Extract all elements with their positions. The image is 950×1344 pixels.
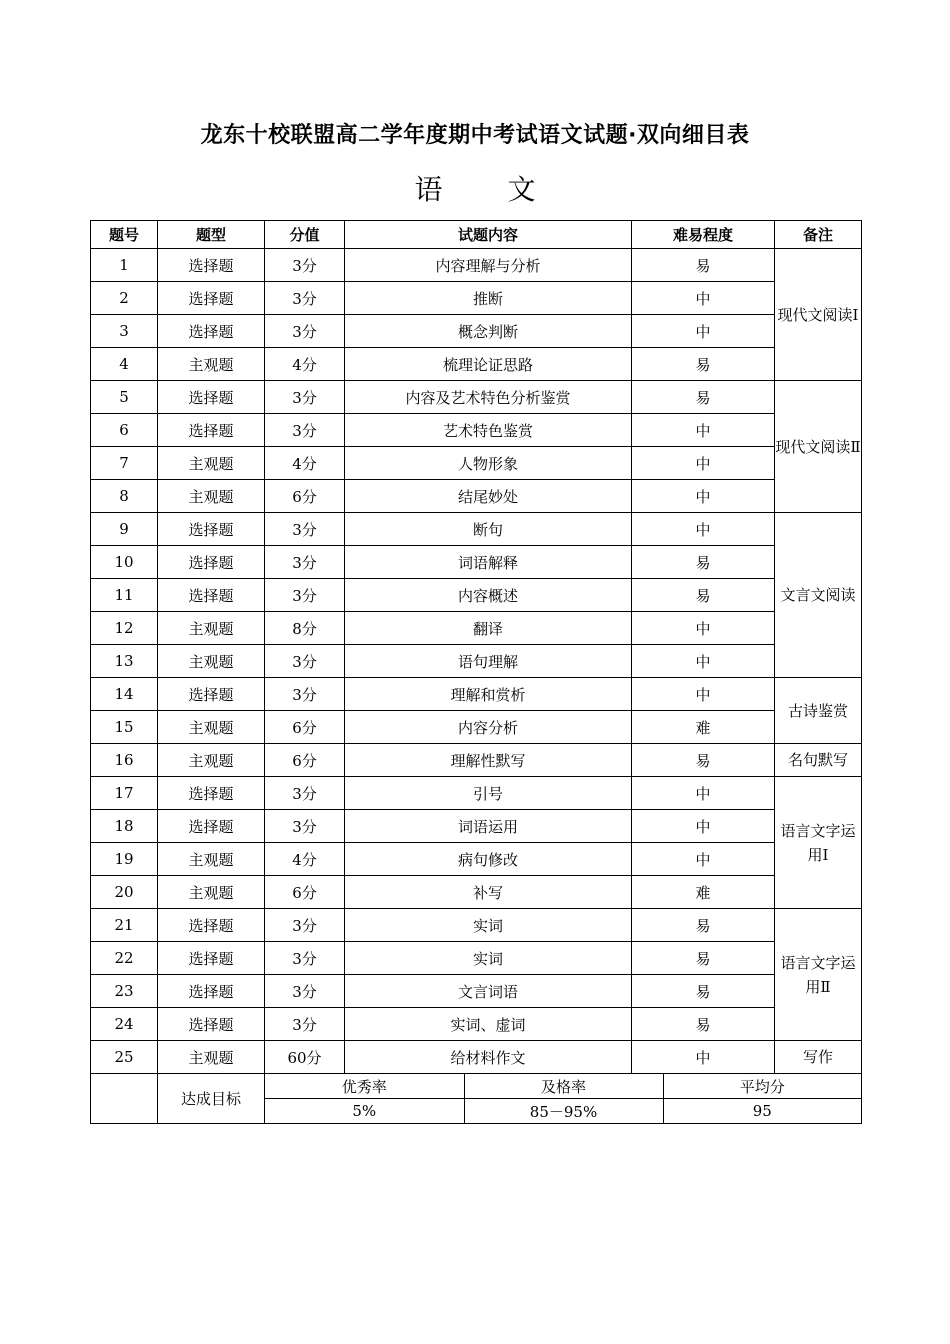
question-type: 选择题 <box>158 513 265 546</box>
question-score: 3分 <box>265 546 345 579</box>
question-score: 3分 <box>265 282 345 315</box>
question-content: 实词 <box>345 909 632 942</box>
section-note: 文言文阅读 <box>775 513 862 678</box>
table-row <box>91 1041 862 1074</box>
section-note: 语言文字运用Ⅱ <box>775 909 862 1041</box>
target-metrics <box>265 1074 862 1124</box>
question-number: 13 <box>91 645 158 678</box>
question-type: 选择题 <box>158 414 265 447</box>
target-label: 达成目标 <box>158 1074 265 1124</box>
question-content: 概念判断 <box>345 315 632 348</box>
target-metric-header: 及格率 <box>464 1074 663 1099</box>
question-difficulty: 中 <box>632 447 775 480</box>
question-number: 6 <box>91 414 158 447</box>
question-score: 3分 <box>265 513 345 546</box>
question-type: 主观题 <box>158 612 265 645</box>
column-header: 备注 <box>775 221 862 249</box>
table-row <box>91 414 862 447</box>
question-type: 主观题 <box>158 843 265 876</box>
question-difficulty: 易 <box>632 381 775 414</box>
question-difficulty: 易 <box>632 909 775 942</box>
question-difficulty: 难 <box>632 876 775 909</box>
question-number: 21 <box>91 909 158 942</box>
question-score: 6分 <box>265 711 345 744</box>
question-score: 3分 <box>265 1008 345 1041</box>
document-title: 龙东十校联盟高二学年度期中考试语文试题·双向细目表 <box>200 123 750 148</box>
question-score: 3分 <box>265 315 345 348</box>
question-type: 主观题 <box>158 645 265 678</box>
question-type: 选择题 <box>158 546 265 579</box>
subject-heading: 语 文 <box>414 173 564 206</box>
question-type: 主观题 <box>158 447 265 480</box>
question-content: 理解性默写 <box>345 744 632 777</box>
question-type: 选择题 <box>158 381 265 414</box>
question-content: 推断 <box>345 282 632 315</box>
question-score: 6分 <box>265 480 345 513</box>
question-number: 14 <box>91 678 158 711</box>
question-number: 17 <box>91 777 158 810</box>
table-row <box>91 249 862 282</box>
target-empty-cell <box>91 1074 158 1124</box>
question-difficulty: 易 <box>632 744 775 777</box>
question-score: 3分 <box>265 942 345 975</box>
target-metric-header: 平均分 <box>663 1074 861 1099</box>
question-number: 4 <box>91 348 158 381</box>
target-row <box>91 1074 862 1124</box>
question-type: 选择题 <box>158 249 265 282</box>
question-content: 病句修改 <box>345 843 632 876</box>
question-number: 20 <box>91 876 158 909</box>
question-difficulty: 易 <box>632 249 775 282</box>
question-content: 词语解释 <box>345 546 632 579</box>
column-header: 难易程度 <box>632 221 775 249</box>
question-score: 6分 <box>265 744 345 777</box>
question-difficulty: 易 <box>632 975 775 1008</box>
question-number: 18 <box>91 810 158 843</box>
table-row <box>91 381 862 414</box>
table-row <box>91 777 862 810</box>
question-difficulty: 难 <box>632 711 775 744</box>
section-note: 语言文字运用Ⅰ <box>775 777 862 909</box>
question-difficulty: 易 <box>632 942 775 975</box>
column-header: 试题内容 <box>345 221 632 249</box>
question-number: 8 <box>91 480 158 513</box>
target-metric-value: 95 <box>752 1102 772 1120</box>
question-score: 3分 <box>265 381 345 414</box>
question-difficulty: 中 <box>632 414 775 447</box>
table-row <box>91 612 862 645</box>
question-content: 内容理解与分析 <box>345 249 632 282</box>
question-content: 理解和赏析 <box>345 678 632 711</box>
question-score: 3分 <box>265 777 345 810</box>
question-score: 3分 <box>265 975 345 1008</box>
question-difficulty: 中 <box>632 645 775 678</box>
question-type: 选择题 <box>158 579 265 612</box>
question-number: 7 <box>91 447 158 480</box>
question-score: 3分 <box>265 414 345 447</box>
question-content: 实词、虚词 <box>345 1008 632 1041</box>
question-difficulty: 中 <box>632 612 775 645</box>
question-type: 主观题 <box>158 480 265 513</box>
table-row <box>91 909 862 942</box>
table-row <box>91 513 862 546</box>
table-row <box>91 843 862 876</box>
question-number: 19 <box>91 843 158 876</box>
section-note: 现代文阅读Ⅱ <box>775 381 862 513</box>
question-content: 人物形象 <box>345 447 632 480</box>
target-metrics-table <box>265 1074 861 1123</box>
question-score: 3分 <box>265 810 345 843</box>
question-type: 主观题 <box>158 348 265 381</box>
question-number: 3 <box>91 315 158 348</box>
table-row <box>91 1008 862 1041</box>
table-row <box>91 711 862 744</box>
question-number: 24 <box>91 1008 158 1041</box>
question-type: 选择题 <box>158 315 265 348</box>
question-score: 3分 <box>265 645 345 678</box>
question-score: 60分 <box>265 1041 345 1074</box>
question-type: 主观题 <box>158 744 265 777</box>
question-type: 选择题 <box>158 777 265 810</box>
target-metric-value: 85－95% <box>464 1099 663 1124</box>
question-number: 2 <box>91 282 158 315</box>
question-score: 3分 <box>265 249 345 282</box>
question-content: 梳理论证思路 <box>345 348 632 381</box>
question-content: 引号 <box>345 777 632 810</box>
question-number: 5 <box>91 381 158 414</box>
question-content: 实词 <box>345 942 632 975</box>
question-content: 内容及艺术特色分析鉴赏 <box>345 381 632 414</box>
question-number: 11 <box>91 579 158 612</box>
table-row <box>91 480 862 513</box>
question-difficulty: 易 <box>632 1008 775 1041</box>
question-difficulty: 中 <box>632 480 775 513</box>
question-score: 4分 <box>265 447 345 480</box>
question-score: 3分 <box>265 579 345 612</box>
question-type: 选择题 <box>158 678 265 711</box>
question-content: 内容分析 <box>345 711 632 744</box>
question-content: 词语运用 <box>345 810 632 843</box>
section-note: 古诗鉴赏 <box>775 678 862 744</box>
question-number: 1 <box>91 249 158 282</box>
question-content: 文言词语 <box>345 975 632 1008</box>
question-type: 选择题 <box>158 1008 265 1041</box>
question-score: 6分 <box>265 876 345 909</box>
question-difficulty: 中 <box>632 315 775 348</box>
question-type: 选择题 <box>158 282 265 315</box>
question-number: 25 <box>91 1041 158 1074</box>
table-row <box>91 282 862 315</box>
section-note: 写作 <box>775 1041 862 1074</box>
table-row <box>91 315 862 348</box>
question-type: 选择题 <box>158 810 265 843</box>
question-type: 选择题 <box>158 942 265 975</box>
table-row <box>91 579 862 612</box>
question-score: 4分 <box>265 843 345 876</box>
target-metric-value: 5% <box>352 1102 377 1120</box>
question-number: 22 <box>91 942 158 975</box>
question-content: 给材料作文 <box>345 1041 632 1074</box>
question-type: 选择题 <box>158 975 265 1008</box>
question-difficulty: 中 <box>632 513 775 546</box>
column-header: 分值 <box>265 221 345 249</box>
question-number: 12 <box>91 612 158 645</box>
question-score: 8分 <box>265 612 345 645</box>
question-score: 4分 <box>265 348 345 381</box>
question-type: 主观题 <box>158 876 265 909</box>
question-number: 23 <box>91 975 158 1008</box>
table-row <box>91 876 862 909</box>
table-header-row <box>91 221 862 249</box>
spec-table <box>90 220 862 1124</box>
question-type: 选择题 <box>158 909 265 942</box>
question-content: 结尾妙处 <box>345 480 632 513</box>
question-score: 3分 <box>265 909 345 942</box>
table-body <box>91 249 862 1074</box>
table-row <box>91 678 862 711</box>
question-difficulty: 中 <box>632 1041 775 1074</box>
table-row <box>91 447 862 480</box>
question-content: 翻译 <box>345 612 632 645</box>
question-content: 语句理解 <box>345 645 632 678</box>
question-difficulty: 中 <box>632 777 775 810</box>
table-row <box>91 975 862 1008</box>
question-number: 15 <box>91 711 158 744</box>
question-difficulty: 中 <box>632 282 775 315</box>
question-difficulty: 中 <box>632 678 775 711</box>
section-note: 现代文阅读Ⅰ <box>775 249 862 381</box>
section-note: 名句默写 <box>775 744 862 777</box>
question-number: 16 <box>91 744 158 777</box>
question-difficulty: 易 <box>632 579 775 612</box>
column-header: 题型 <box>158 221 265 249</box>
question-difficulty: 易 <box>632 348 775 381</box>
table-row <box>91 810 862 843</box>
question-content: 内容概述 <box>345 579 632 612</box>
question-difficulty: 中 <box>632 810 775 843</box>
question-difficulty: 中 <box>632 843 775 876</box>
table-row <box>91 744 862 777</box>
table-row <box>91 645 862 678</box>
target-metric-header: 优秀率 <box>265 1074 464 1099</box>
question-content: 艺术特色鉴赏 <box>345 414 632 447</box>
question-content: 补写 <box>345 876 632 909</box>
question-type: 主观题 <box>158 711 265 744</box>
question-number: 9 <box>91 513 158 546</box>
column-header: 题号 <box>91 221 158 249</box>
question-score: 3分 <box>265 678 345 711</box>
question-content: 断句 <box>345 513 632 546</box>
table-row <box>91 348 862 381</box>
question-difficulty: 易 <box>632 546 775 579</box>
question-type: 主观题 <box>158 1041 265 1074</box>
table-row <box>91 942 862 975</box>
table-row <box>91 546 862 579</box>
question-number: 10 <box>91 546 158 579</box>
